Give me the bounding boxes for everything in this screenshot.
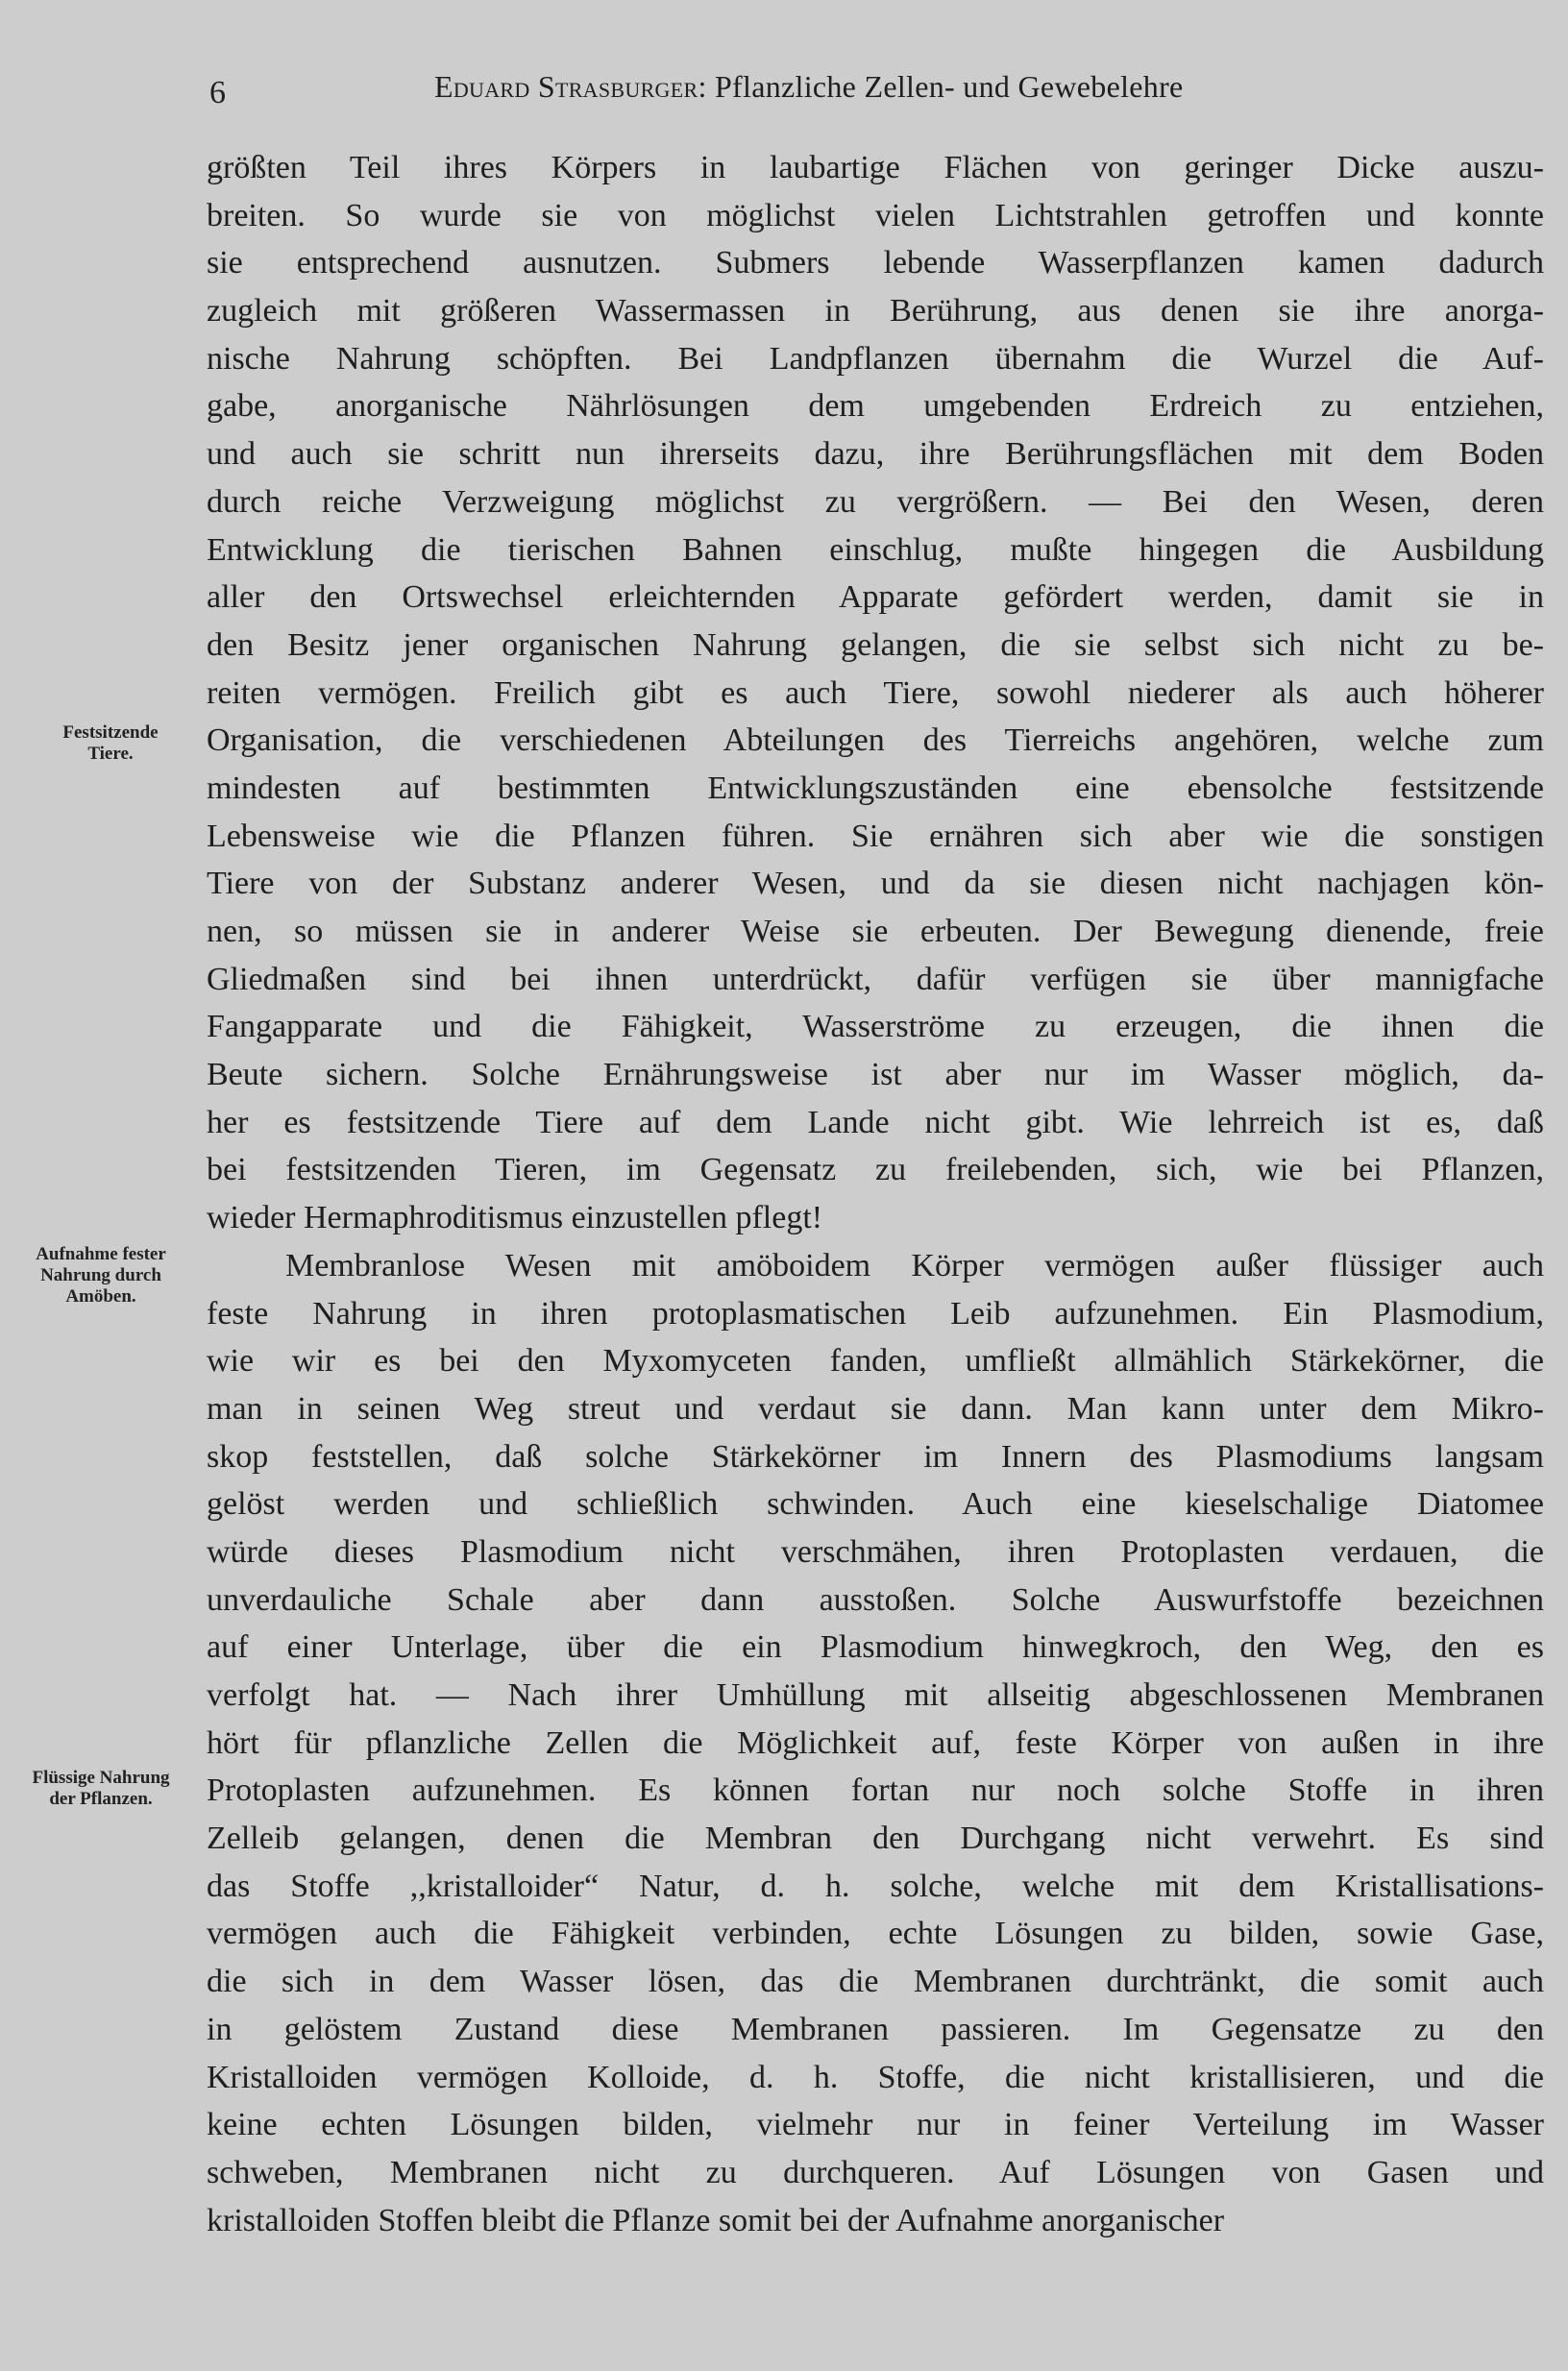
margin-note-line: Festsitzende bbox=[62, 722, 159, 743]
text-line: durch reiche Verzweigung möglichst zu vergrößern. — Bei den Wesen, deren bbox=[207, 483, 1544, 520]
text-line: würde dieses Plasmodium nicht verschmähen, ihren Protoplasten verdauen, die bbox=[207, 1533, 1544, 1570]
text-line: gelöst werden und schließlich schwinden. Auch eine kieselschalige Diatomee bbox=[207, 1486, 1544, 1523]
running-head bbox=[434, 69, 1184, 105]
body-text bbox=[207, 144, 1544, 2244]
text-line: die sich in dem Wasser lösen, das die Membranen durchtränkt, die somit auch bbox=[207, 1964, 1544, 2000]
text-line: keine echten Lösungen bilden, vielmehr nur in feiner Verteilung im Wasser bbox=[207, 2107, 1544, 2143]
text-line: mindesten auf bestimmten Entwicklungszuständen eine ebensolche festsitzende bbox=[207, 770, 1544, 806]
text-line: zugleich mit größeren Wassermassen in Berührung, aus denen sie ihre anorga- bbox=[207, 293, 1544, 330]
margin-note-line: der Pflanzen. bbox=[49, 1789, 153, 1809]
text-line: Kristalloiden vermögen Kolloide, d. h. Stoffe, die nicht kristallisieren, und die bbox=[207, 2059, 1544, 2095]
text-line: vermögen auch die Fähigkeit verbinden, echte Lösungen zu bilden, sowie Gase, bbox=[207, 1916, 1544, 1952]
text-line: Beute sichern. Solche Ernährungsweise ist aber nur im Wasser möglich, da- bbox=[207, 1057, 1544, 1093]
text-line: Fangapparate und die Fähigkeit, Wasserströme zu erzeugen, die ihnen die bbox=[207, 1009, 1544, 1045]
text-line: nische Nahrung schöpften. Bei Landpflanzen übernahm die Wurzel die Auf- bbox=[207, 340, 1544, 377]
text-line: Tiere von der Substanz anderer Wesen, und da sie diesen nicht nachjagen kön- bbox=[207, 866, 1544, 902]
text-line: skop feststellen, daß solche Stärkekörner im Innern des Plasmodiums langsam bbox=[207, 1438, 1544, 1475]
margin-note-fluessige-nahrung bbox=[5, 1768, 197, 1810]
text-line: wie wir es bei den Myxomyceten fanden, umfließt allmählich Stärkekörner, die bbox=[207, 1343, 1544, 1380]
text-line: hört für pflanzliche Zellen die Möglichkeit auf, feste Körper von außen in ihre bbox=[207, 1724, 1544, 1761]
text-line: gabe, anorganische Nährlösungen dem umgebenden Erdreich zu entziehen, bbox=[207, 388, 1544, 425]
text-line: aller den Ortswechsel erleichternden Apparate gefördert werden, damit sie in bbox=[207, 579, 1544, 616]
text-line: den Besitz jener organischen Nahrung gelangen, die sie selbst sich nicht zu be- bbox=[207, 626, 1544, 663]
margin-note-festsitzende-tiere bbox=[14, 722, 207, 765]
margin-note-line: Amöben. bbox=[65, 1286, 136, 1307]
text-line: reiten vermögen. Freilich gibt es auch Tiere, sowohl niederer als auch höherer bbox=[207, 674, 1544, 711]
text-line: Protoplasten aufzunehmen. Es können fortan nur noch solche Stoffe in ihren bbox=[207, 1772, 1544, 1809]
text-line: nen, so müssen sie in anderer Weise sie erbeuten. Der Bewegung dienende, freie bbox=[207, 914, 1544, 949]
text-line: man in seinen Weg streut und verdaut sie dann. Man kann unter dem Mikro- bbox=[207, 1390, 1544, 1427]
text-line: schweben, Membranen nicht zu durchqueren. Auf Lösungen von Gasen und bbox=[207, 2154, 1544, 2190]
text-line: Zelleib gelangen, denen die Membran den Durchgang nicht verwehrt. Es sind bbox=[207, 1821, 1544, 1857]
text-line: kristalloiden Stoffen bleibt die Pflanze somit bei der Aufnahme anorganischer bbox=[207, 2202, 1225, 2238]
text-line: und auch sie schritt nun ihrerseits dazu, ihre Berührungsflächen mit dem Boden bbox=[207, 436, 1544, 473]
margin-note-line: Tiere. bbox=[87, 744, 134, 764]
text-line: wieder Hermaphroditismus einzustellen pflegt! bbox=[207, 1200, 823, 1236]
text-line: das Stoffe ,,kristalloider“ Natur, d. h. solche, welche mit dem Kristallisations- bbox=[207, 1868, 1544, 1904]
margin-note-line: Aufnahme fester bbox=[36, 1244, 166, 1264]
running-head-title: Pflanzliche Zellen- und Gewebelehre bbox=[714, 69, 1184, 104]
margin-note-line: Nahrung durch bbox=[40, 1265, 161, 1285]
text-line: her es festsitzende Tiere auf dem Lande nicht gibt. Wie lehrreich ist es, daß bbox=[207, 1104, 1544, 1140]
text-line: sie entsprechend ausnutzen. Submers lebende Wasserpflanzen kamen dadurch bbox=[207, 245, 1544, 281]
page-number: 6 bbox=[209, 75, 226, 110]
text-line: bei festsitzenden Tieren, im Gegensatz zu freilebenden, sich, wie bei Pflanzen, bbox=[207, 1152, 1544, 1188]
text-line: Organisation, die verschiedenen Abteilungen des Tierreichs angehören, welche zum bbox=[207, 722, 1544, 759]
text-line: Entwicklung die tierischen Bahnen einschlug, mußte hingegen die Ausbildung bbox=[207, 531, 1544, 568]
text-line: Membranlose Wesen mit amöboidem Körper vermögen außer flüssiger auch bbox=[285, 1247, 1544, 1283]
running-head-separator: : bbox=[698, 69, 715, 104]
text-line: verfolgt hat. — Nach ihrer Umhüllung mit allseitig abgeschlossenen Membranen bbox=[207, 1677, 1544, 1713]
text-line: auf einer Unterlage, über die ein Plasmodium hinwegkroch, den Weg, den es bbox=[207, 1629, 1544, 1666]
text-line: Gliedmaßen sind bei ihnen unterdrückt, dafür verfügen sie über mannigfache bbox=[207, 961, 1544, 997]
text-line: Lebensweise wie die Pflanzen führen. Sie ernähren sich aber wie die sonstigen bbox=[207, 818, 1544, 854]
running-head-author: Eduard Strasburger bbox=[434, 69, 698, 104]
margin-note-line: Flüssige Nahrung bbox=[32, 1768, 170, 1788]
text-line: größten Teil ihres Körpers in laubartige Flächen von geringer Dicke auszu- bbox=[207, 150, 1544, 185]
text-line: in gelöstem Zustand diese Membranen passieren. Im Gegensatze zu den bbox=[207, 2011, 1544, 2047]
text-line: breiten. So wurde sie von möglichst vielen Lichtstrahlen getroffen und konnte bbox=[207, 197, 1544, 233]
text-line: unverdauliche Schale aber dann ausstoßen. Solche Auswurfstoffe bezeichnen bbox=[207, 1581, 1544, 1618]
text-line: feste Nahrung in ihren protoplasmatischen Leib aufzunehmen. Ein Plasmodium, bbox=[207, 1295, 1544, 1332]
margin-note-aufnahme-fester-nahrung bbox=[5, 1244, 197, 1308]
